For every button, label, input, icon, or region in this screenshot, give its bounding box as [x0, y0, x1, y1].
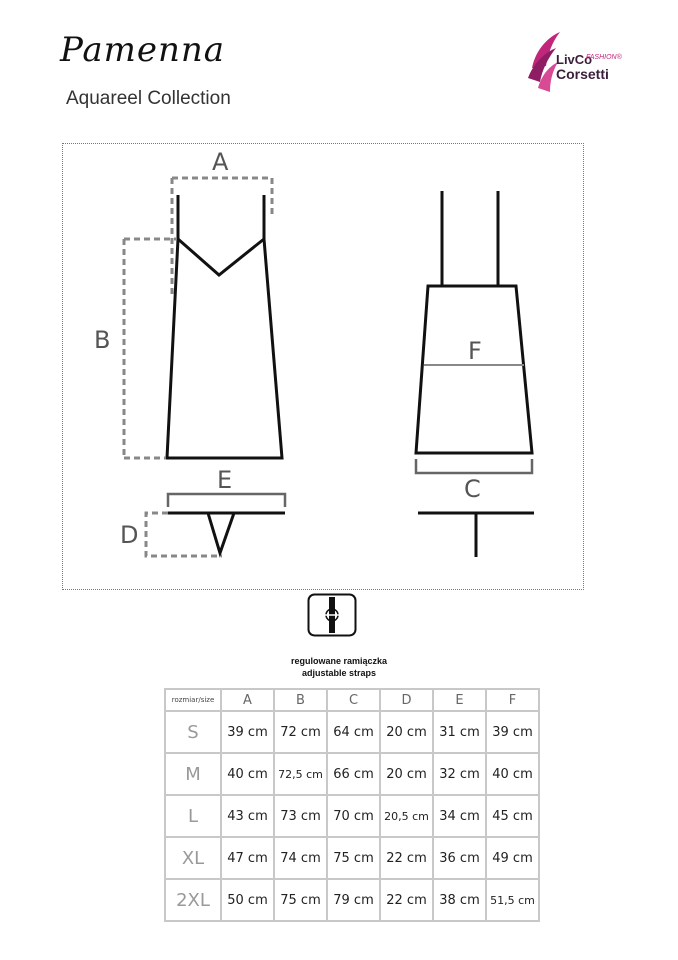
table-cell: 40 cm — [221, 753, 274, 795]
label-b: B — [94, 326, 111, 354]
table-row — [165, 753, 539, 795]
table-row — [165, 795, 539, 837]
dimension-e — [168, 494, 285, 507]
table-cell: 40 cm — [486, 753, 539, 795]
table-cell: 73 cm — [274, 795, 327, 837]
size-table — [164, 688, 540, 922]
back-strap-detail — [418, 513, 534, 557]
logo-brand-line1: LivCo — [556, 52, 593, 67]
size-table-corner: rozmiar/size — [165, 689, 221, 711]
column-header-c: C — [327, 689, 380, 711]
column-header-b: B — [274, 689, 327, 711]
table-cell: 66 cm — [327, 753, 380, 795]
table-row — [165, 837, 539, 879]
column-header-a: A — [221, 689, 274, 711]
cup-detail — [168, 513, 285, 553]
table-cell: 36 cm — [433, 837, 486, 879]
strap-label-en: adjustable straps — [301, 668, 377, 678]
table-row — [165, 711, 539, 753]
size-label: 2XL — [165, 879, 221, 921]
logo-brand-line2: Corsetti — [556, 66, 609, 82]
adjustable-strap-icon — [307, 593, 357, 637]
column-header-e: E — [433, 689, 486, 711]
table-cell: 45 cm — [486, 795, 539, 837]
label-e: E — [217, 466, 233, 494]
table-cell: 47 cm — [221, 837, 274, 879]
back-view-garment — [416, 191, 532, 453]
label-f: F — [468, 337, 482, 365]
table-cell: 50 cm — [221, 879, 274, 921]
front-view-garment — [167, 195, 282, 458]
size-label: XL — [165, 837, 221, 879]
table-cell: 74 cm — [274, 837, 327, 879]
label-d: D — [120, 521, 139, 549]
table-cell: 43 cm — [221, 795, 274, 837]
table-cell: 49 cm — [486, 837, 539, 879]
table-cell: 75 cm — [274, 879, 327, 921]
label-a: A — [212, 148, 229, 176]
measurement-diagram — [62, 143, 584, 590]
table-cell: 38 cm — [433, 879, 486, 921]
label-c: C — [464, 475, 481, 503]
table-cell: 70 cm — [327, 795, 380, 837]
column-header-d: D — [380, 689, 433, 711]
table-cell: 72,5 cm — [274, 753, 327, 795]
table-cell: 22 cm — [380, 837, 433, 879]
table-cell: 22 cm — [380, 879, 433, 921]
table-cell: 20 cm — [380, 711, 433, 753]
size-label: L — [165, 795, 221, 837]
column-header-f: F — [486, 689, 539, 711]
product-name: Pamenna — [60, 30, 226, 70]
table-cell: 79 cm — [327, 879, 380, 921]
strap-label-pl: regulowane ramiączka — [290, 656, 388, 666]
collection-name: Aquareel Collection — [66, 88, 231, 109]
size-label: M — [165, 753, 221, 795]
table-cell: 64 cm — [327, 711, 380, 753]
table-cell: 51,5 cm — [486, 879, 539, 921]
size-table-header-row — [165, 689, 539, 711]
dimension-c — [416, 459, 532, 473]
table-cell: 39 cm — [221, 711, 274, 753]
table-cell: 75 cm — [327, 837, 380, 879]
dimension-a — [172, 178, 272, 298]
table-cell: 34 cm — [433, 795, 486, 837]
table-cell: 72 cm — [274, 711, 327, 753]
table-row — [165, 879, 539, 921]
table-cell: 39 cm — [486, 711, 539, 753]
table-cell: 31 cm — [433, 711, 486, 753]
logo-tagline: FASHION® — [586, 54, 622, 61]
table-cell: 32 cm — [433, 753, 486, 795]
table-cell: 20,5 cm — [380, 795, 433, 837]
size-label: S — [165, 711, 221, 753]
table-cell: 20 cm — [380, 753, 433, 795]
